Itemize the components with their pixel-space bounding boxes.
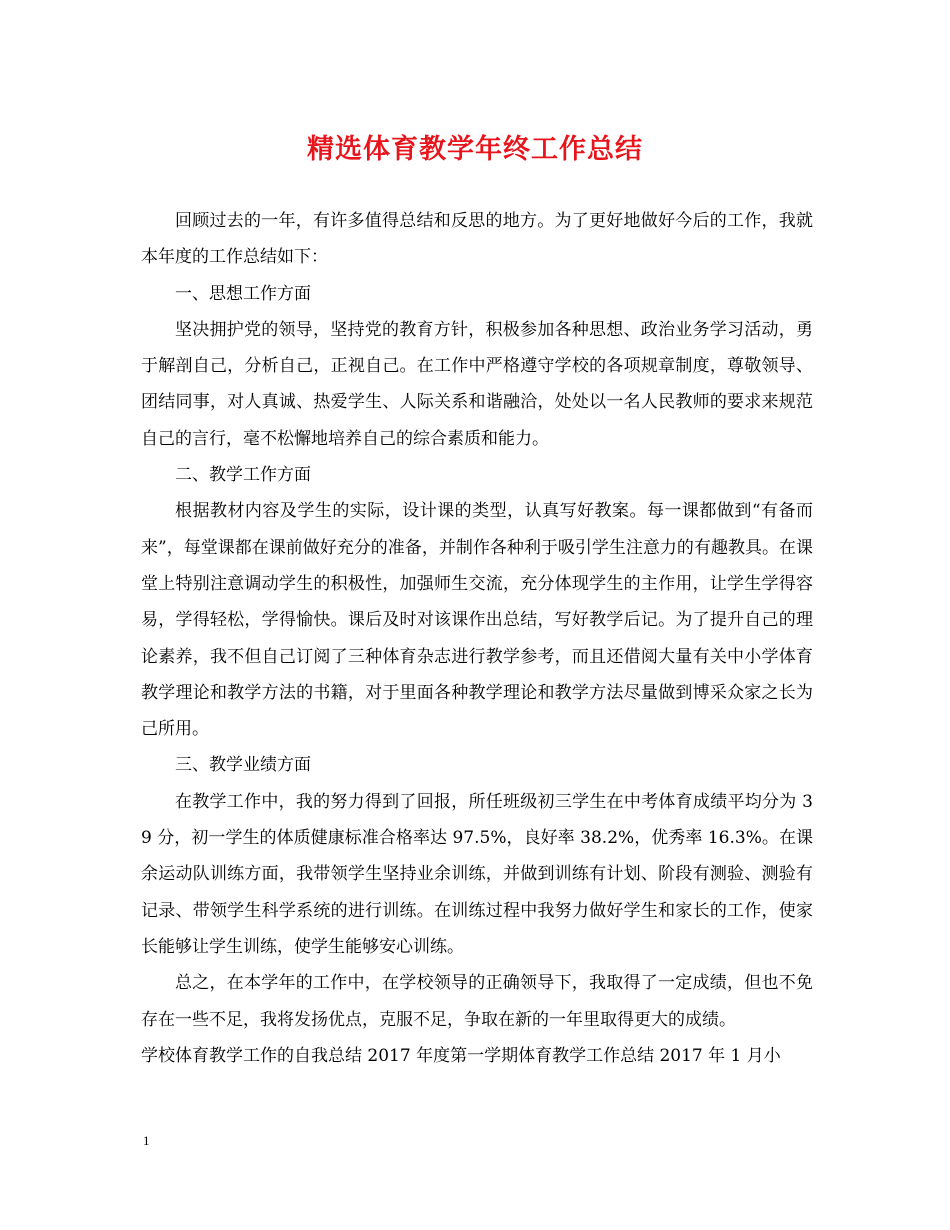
document-body bbox=[141, 203, 813, 1074]
section-paragraph-achievements: 在教学工作中，我的努力得到了回报，所任班级初三学生在中考体育成绩平均分为 39 分，初一学生的体质健康标准合格率达 97.5%，良好率 38.2%，优秀率 16.3%。在课余运动队训练方面，我带领学生坚持业余训练，并做到训练有计划、阶段有测验、测验有记录、带领学生科学系统的进行训练。在训练过程中我努力做好学生和家长的工作，使家长能够让学生训练，使学生能够安心训练。 bbox=[141, 791, 813, 957]
intro-paragraph: 回顾过去的一年，有许多值得总结和反思的地方。为了更好地做好今后的工作，我就本年度的工作总结如下： bbox=[141, 211, 813, 268]
page-number: 1 bbox=[143, 1133, 150, 1148]
section-heading-teaching: 二、教学工作方面 bbox=[175, 465, 311, 486]
section-paragraph-teaching: 根据教材内容及学生的实际，设计课的类型，认真写好教案。每一课都做到“有备而来”，每堂课都在课前做好充分的准备，并制作各种利于吸引学生注意力的有趣教具。在课堂上特别注意调动学生的积极性，加强师生交流，充分体现学生的主作用，让学生学得容易，学得轻松，学得愉快。课后及时对该课作出总结，写好教学后记。为了提升自己的理论素养，我不但自己订阅了三种体育杂志进行教学参考，而且还借阅大量有关中小学体育教学理论和教学方法的书籍，对于里面各种教学理论和教学方法尽量做到博采众家之长为己所用。 bbox=[141, 501, 813, 740]
section-heading-achievements: 三、教学业绩方面 bbox=[175, 755, 311, 776]
section-heading-thought: 一、思想工作方面 bbox=[175, 283, 311, 304]
section-paragraph-thought: 坚决拥护党的领导，坚持党的教育方针，积极参加各种思想、政治业务学习活动，勇于解剖自己，分析自己，正视自己。在工作中严格遵守学校的各项规章制度，尊敬领导、团结同事，对人真诚、热爱学生、人际关系和谐融洽，处处以一名人民教师的要求来规范自己的言行，毫不松懈地培养自己的综合素质和能力。 bbox=[141, 319, 813, 449]
conclusion-paragraph: 总之，在本学年的工作中，在学校领导的正确领导下，我取得了一定成绩，但也不免存在一些不足，我将发扬优点，克服不足，争取在新的一年里取得更大的成绩。 bbox=[141, 973, 813, 1030]
document-title: 精选体育教学年终工作总结 bbox=[307, 134, 643, 165]
trailing-line: 学校体育教学工作的自我总结 2017 年度第一学期体育教学工作总结 2017 年 1 月小 bbox=[141, 1045, 781, 1066]
